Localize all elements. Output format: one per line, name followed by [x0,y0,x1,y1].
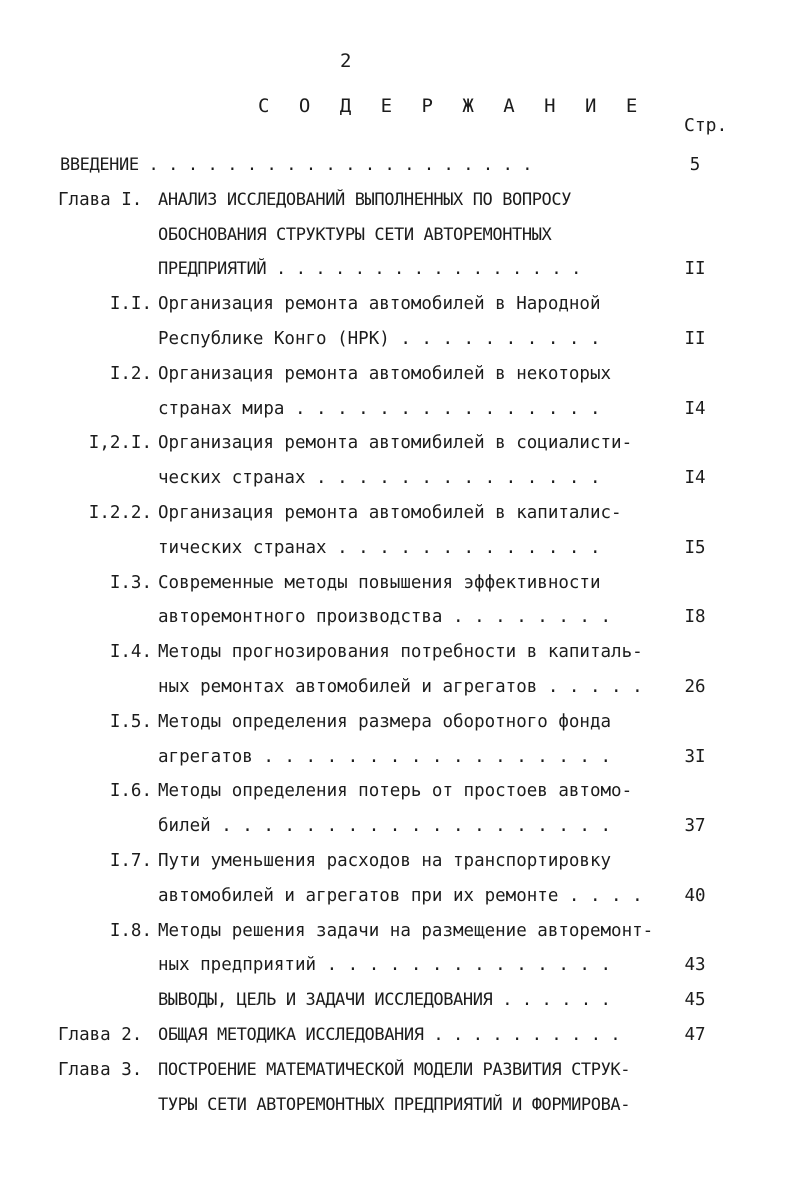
toc-text: Методы прогнозирования потребности в капиталь- [158,642,643,662]
toc-label: Глава I. [58,190,143,210]
toc-line [0,364,795,390]
toc-line [0,677,795,703]
toc-line [0,781,795,807]
toc-text: Организация ремонта автомобилей в капиталис- [158,503,622,523]
toc-line [0,225,795,251]
toc-page-number: I5 [684,538,706,558]
toc-line [0,433,795,459]
toc-line [0,294,795,320]
toc-page-number: II [684,259,706,279]
toc-text: ческих странах . . . . . . . . . . . . . . [158,468,601,488]
toc-line [0,155,795,181]
toc-label: I.7. [109,851,152,871]
toc-label: I.2. [109,364,152,384]
toc-line [0,851,795,877]
toc-label: I,2.I. [88,433,152,453]
toc-text: ОБЩАЯ МЕТОДИКА ИССЛЕДОВАНИЯ . . . . . . . . . . [158,1025,621,1045]
toc-text: Современные методы повышения эффективности [158,573,601,593]
toc-page-number: I8 [684,607,706,627]
toc-page-number: II [684,329,706,349]
toc-label: I.6. [109,781,152,801]
page-title: С О Д Е Р Ж А Н И Е [258,95,647,117]
toc-label: I.3. [109,573,152,593]
toc-line [0,1060,795,1086]
toc-line [0,1025,795,1051]
toc-line [0,990,795,1016]
toc-text: авторемонтного производства . . . . . . . . [158,607,612,627]
toc-line [0,955,795,981]
toc-line [0,642,795,668]
toc-label: I.I. [109,294,152,314]
page-number: 2 [340,50,352,72]
toc-page-number: 43 [684,955,706,975]
toc-text: Организация ремонта автомибилей в социалисти- [158,433,633,453]
toc-text: ВВЕДЕНИЕ . . . . . . . . . . . . . . . . . . . . [60,155,533,175]
toc-line [0,468,795,494]
toc-text: ПРЕДПРИЯТИЙ . . . . . . . . . . . . . . . . [158,259,581,279]
toc-page-number: 26 [684,677,706,697]
toc-text: АНАЛИЗ ИССЛЕДОВАНИЙ ВЫПОЛНЕННЫХ ПО ВОПРОСУ [158,190,572,210]
toc-line [0,921,795,947]
toc-page-number: I4 [684,468,706,488]
toc-line [0,712,795,738]
toc-page-number: 40 [684,886,706,906]
toc-text: ных предприятий . . . . . . . . . . . . . . [158,955,612,975]
toc-text: билей . . . . . . . . . . . . . . . . . . . [158,816,612,836]
toc-text: ПОСТРОЕНИЕ МАТЕМАТИЧЕСКОЙ МОДЕЛИ РАЗВИТИЯ СТРУК- [158,1060,631,1080]
page-column-label: Стр. [684,115,728,136]
toc-text: ТУРЫ СЕТИ АВТОРЕМОНТНЫХ ПРЕДПРИЯТИЙ И ФОРМИРОВА- [158,1095,631,1115]
toc-line [0,190,795,216]
toc-line [0,607,795,633]
toc-line [0,399,795,425]
toc-line [0,1095,795,1121]
toc-page-number: 47 [684,1025,706,1045]
toc-text: агрегатов . . . . . . . . . . . . . . . . . [158,747,612,767]
toc-line [0,503,795,529]
toc-page-number: 45 [684,990,706,1010]
toc-line [0,329,795,355]
toc-text: странах мира . . . . . . . . . . . . . . . [158,399,601,419]
toc-line [0,573,795,599]
toc-text: тических странах . . . . . . . . . . . . . [158,538,601,558]
toc-label: Глава 3. [58,1060,143,1080]
toc-text: Методы определения размера оборотного фонда [158,712,612,732]
toc-text: Методы решения задачи на размещение авторемонт- [158,921,654,941]
toc-text: автомобилей и агрегатов при их ремонте . . . . [158,886,643,906]
toc-line [0,747,795,773]
toc-page-number: I4 [684,399,706,419]
toc-line [0,259,795,285]
toc-label: I.4. [109,642,152,662]
toc-label: I.8. [109,921,152,941]
toc-text: Методы определения потерь от простоев автомо- [158,781,633,801]
toc-line [0,886,795,912]
toc-page-number: 5 [689,155,701,175]
toc-text: ных ремонтах автомобилей и агрегатов . . . . . [158,677,643,697]
toc-label: I.5. [109,712,152,732]
toc-label: Глава 2. [58,1025,143,1045]
toc-text: Организация ремонта автомобилей в Народной [158,294,601,314]
toc-line [0,816,795,842]
toc-label: I.2.2. [88,503,152,523]
toc-page-number: 37 [684,816,706,836]
toc-line [0,538,795,564]
toc-text: ОБОСНОВАНИЯ СТРУКТУРЫ СЕТИ АВТОРЕМОНТНЫХ [158,225,552,245]
toc-page-number: 3I [684,747,706,767]
toc-text: ВЫВОДЫ, ЦЕЛЬ И ЗАДАЧИ ИССЛЕДОВАНИЯ . . . . . . [158,990,611,1010]
toc-text: Пути уменьшения расходов на транспортировку [158,851,612,871]
toc-text: Республике Конго (НРК) . . . . . . . . . . [158,329,601,349]
toc-text: Организация ремонта автомобилей в некоторых [158,364,612,384]
